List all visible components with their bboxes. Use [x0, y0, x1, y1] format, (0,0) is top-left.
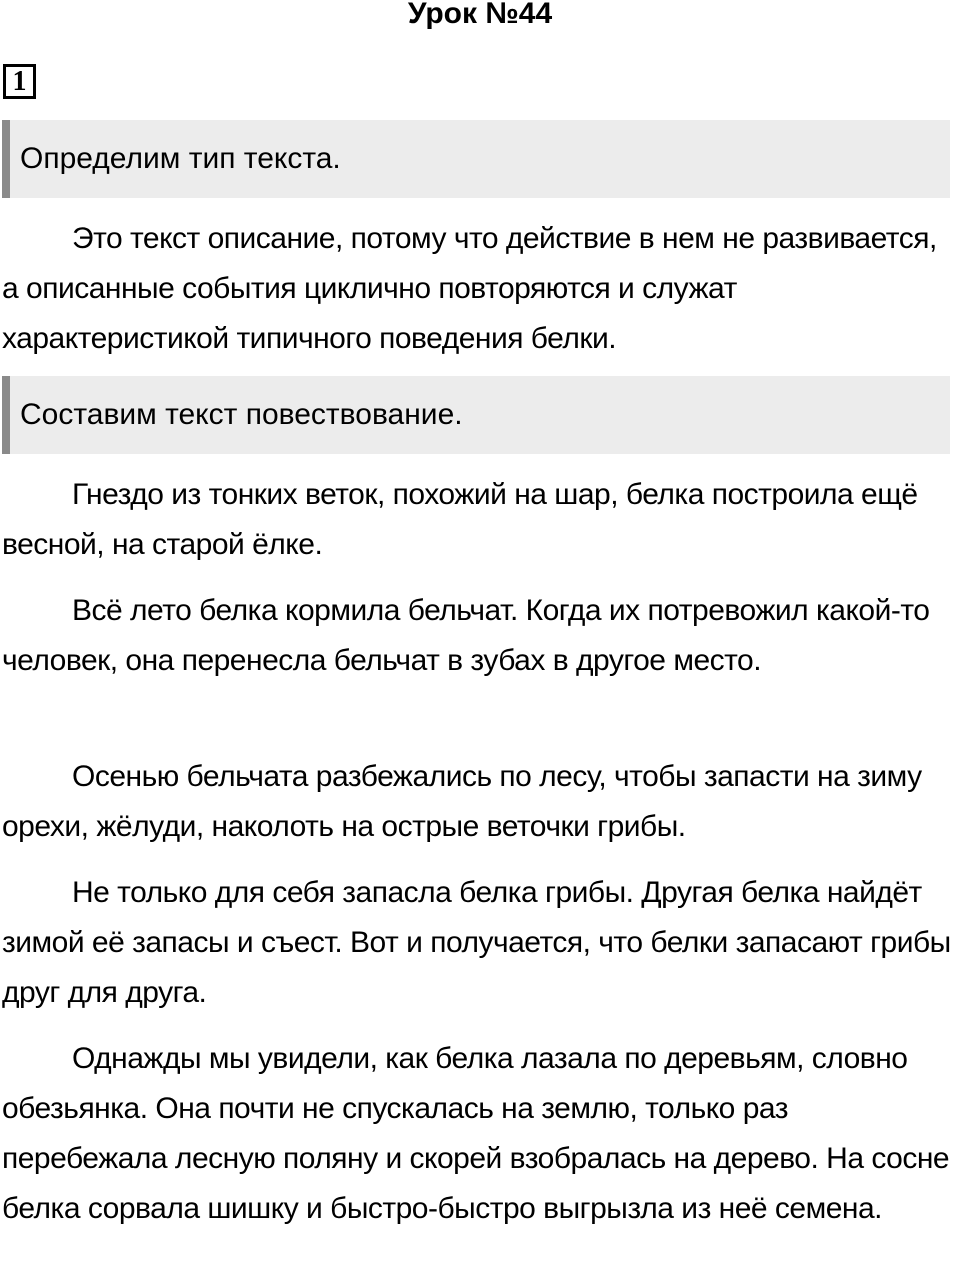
paragraph-summer: Всё лето белка кормила бельчат. Когда их потревожил какой-то человек, она перенесла бельчат в зубах в другое место. — [2, 594, 930, 677]
paragraph-nest: Гнездо из тонких веток, похожий на шар, белка построила ещё весной, на старой ёлке. — [2, 478, 918, 561]
page-title: Урок №44 — [407, 0, 553, 30]
paragraph-text-type-answer: Это текст описание, потому что действие в нем не развивается, а описанные события циклично повторяются и служат характеристикой типичного поведения белки. — [2, 222, 937, 355]
paragraph-trees: Однажды мы увидели, как белка лазала по деревьям, словно обезьянка. Она почти не спускалась на землю, только раз перебежала лесную поляну и скорей взобралась на дерево. На сосне белка сорвала шишку и быстро-быстро выгрызла из неё семена. — [2, 1042, 950, 1225]
task-number-badge: 1 — [3, 64, 36, 99]
paragraph-stores: Не только для себя запасла белка грибы. Другая белка найдёт зимой её запасы и съест. Вот и получается, что белки запасают грибы друг для друга. — [2, 876, 951, 1009]
section-heading-text-type: Определим тип текста. — [2, 120, 950, 198]
paragraph-autumn: Осенью бельчата разбежались по лесу, чтобы запасти на зиму орехи, жёлуди, наколоть на острые веточки грибы. — [2, 760, 922, 843]
section-heading-narrative: Составим текст повествование. — [2, 376, 950, 454]
